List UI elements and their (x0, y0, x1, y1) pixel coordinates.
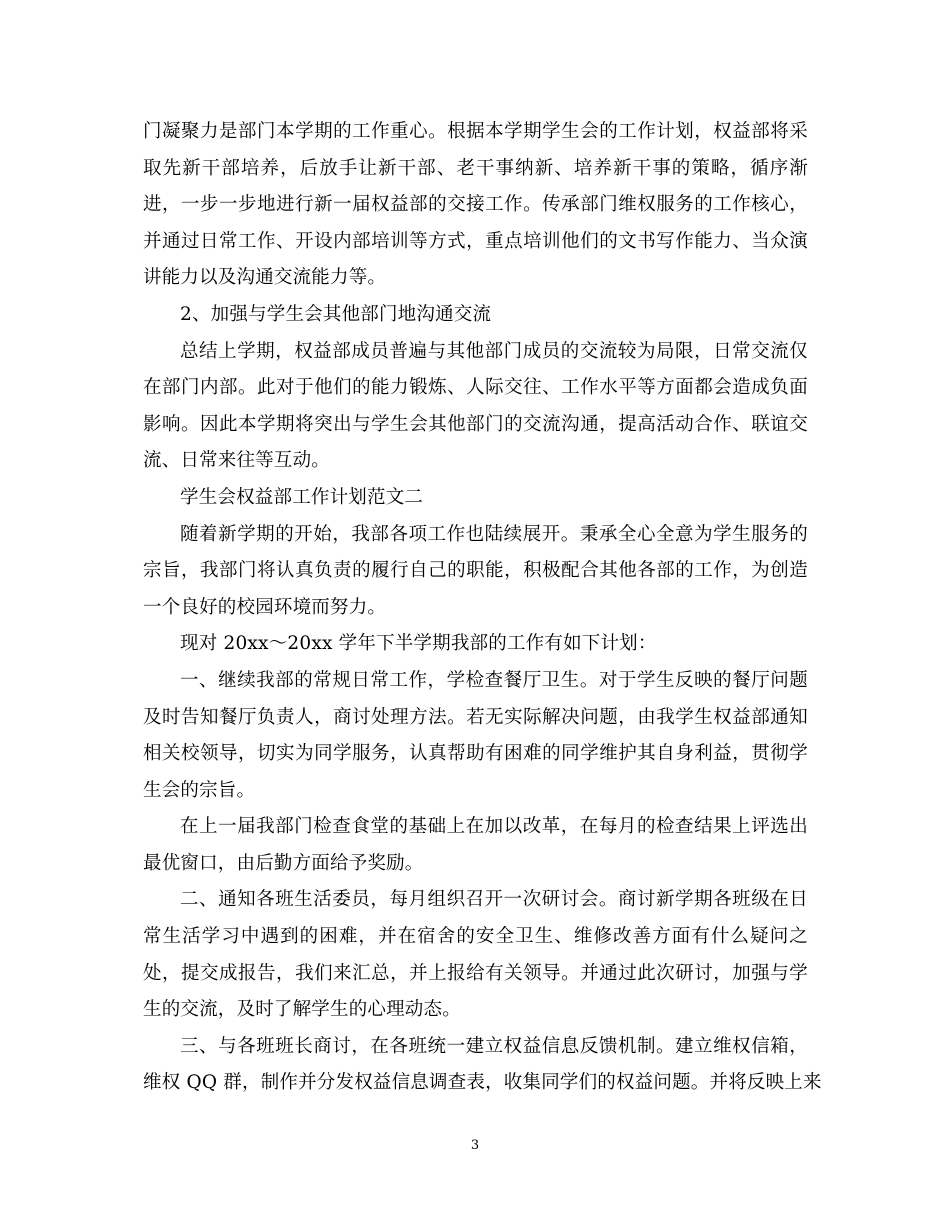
text-line: 并通过日常工作、开设内部培训等方式，重点培训他们的文书写作能力、当众演 (143, 230, 808, 252)
text-line: 流、日常来往等互动。 (143, 450, 331, 472)
section-title: 学生会权益部工作计划范文二 (180, 486, 424, 508)
text-line: 三、与各班班长商讨，在各班统一建立权益信息反馈机制。建立维权信箱， (180, 1035, 808, 1057)
text-line: 影响。因此本学期将突出与学生会其他部门的交流沟通，提高活动合作、联谊交 (143, 413, 808, 435)
section-heading: 2、加强与学生会其他部门地沟通交流 (180, 303, 492, 325)
text-line: 讲能力以及沟通交流能力等。 (143, 267, 387, 289)
text-line: 一个良好的校园环境而努力。 (143, 596, 387, 618)
text-line: 取先新干部培养，后放手让新干部、老干事纳新、培养新干事的策略，循序渐 (143, 157, 808, 179)
text-line: 处，提交成报告，我们来汇总，并上报给有关领导。并通过此次研讨，加强与学 (143, 962, 808, 984)
text-line: 宗旨，我部门将认真负责的履行自己的职能，积极配合其他各部的工作，为创造 (143, 560, 808, 582)
text-line: 最优窗口，由后勤方面给予奖励。 (143, 852, 424, 874)
text-line: 总结上学期，权益部成员普遍与其他部门成员的交流较为局限，日常交流仅 (180, 340, 808, 362)
text-line: 在部门内部。此对于他们的能力锻炼、人际交往、工作水平等方面都会造成负面 (143, 377, 808, 399)
text-line: 随着新学期的开始，我部各项工作也陆续展开。秉承全心全意为学生服务的 (180, 523, 808, 545)
text-line: 维权 QQ 群，制作并分发权益信息调查表，收集同学们的权益问题。并将反映上来 (143, 1072, 822, 1094)
text-line: 生会的宗旨。 (143, 779, 256, 801)
text-line: 及时告知餐厅负责人，商讨处理方法。若无实际解决问题，由我学生权益部通知 (143, 706, 808, 728)
text-line: 一、继续我部的常规日常工作，学检查餐厅卫生。对于学生反映的餐厅问题 (180, 669, 808, 691)
text-line: 常生活学习中遇到的困难，并在宿舍的安全卫生、维修改善方面有什么疑问之 (143, 926, 808, 948)
text-line: 生的交流，及时了解学生的心理动态。 (143, 999, 461, 1021)
text-line: 进，一步一步地进行新一届权益部的交接工作。传承部门维权服务的工作核心， (143, 194, 808, 216)
text-line: 二、通知各班生活委员，每月组织召开一次研讨会。商讨新学期各班级在日 (180, 889, 808, 911)
text-line: 相关校领导，切实为同学服务，认真帮助有困难的同学维护其自身利益，贯彻学 (143, 743, 808, 765)
text-line: 门凝聚力是部门本学期的工作重心。根据本学期学生会的工作计划，权益部将采 (143, 121, 808, 142)
page-number: 3 (470, 1138, 480, 1153)
text-line: 现对 20xx～20xx 学年下半学期我部的工作有如下计划： (180, 633, 657, 655)
document-body (143, 114, 822, 1102)
text-line: 在上一届我部门检查食堂的基础上在加以改革，在每月的检查结果上评选出 (180, 816, 808, 838)
